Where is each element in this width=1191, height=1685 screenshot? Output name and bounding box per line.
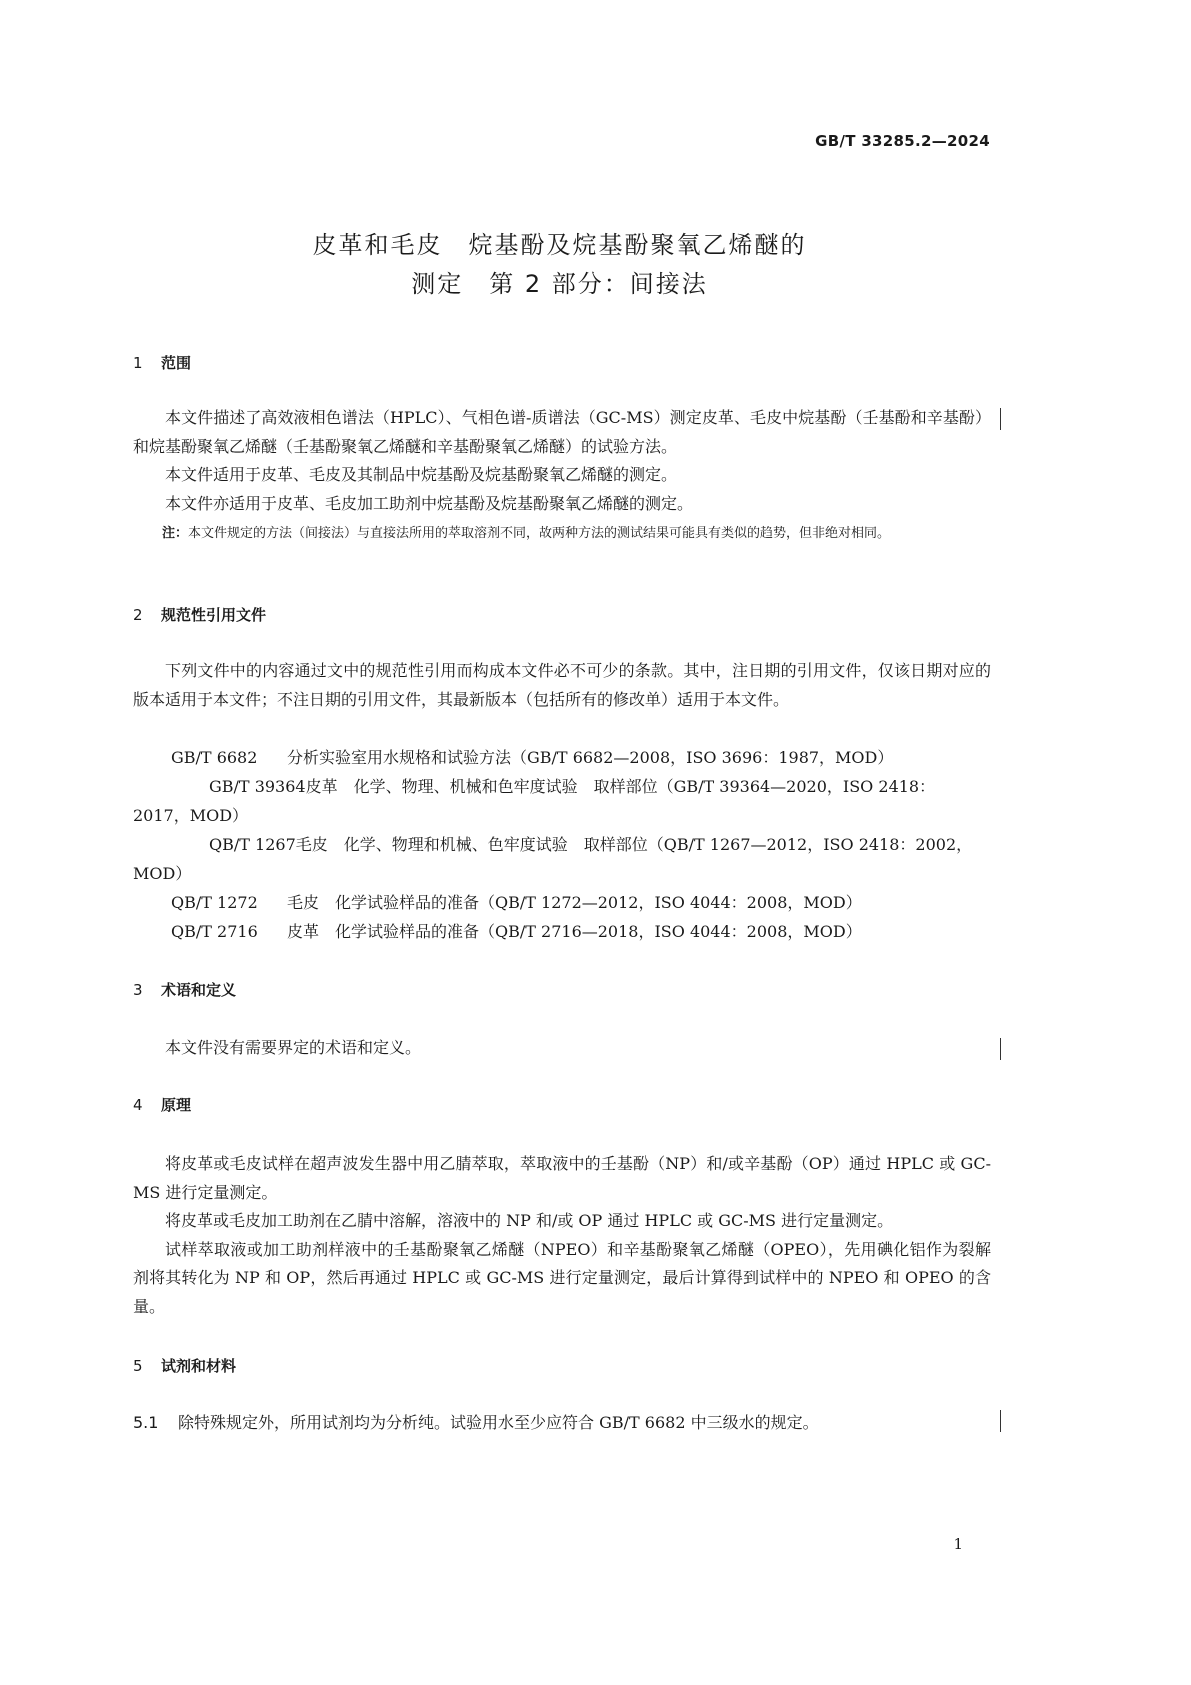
reference-code: QB/T 1272 <box>171 893 258 912</box>
section-number: 1 <box>133 354 143 372</box>
reference-item <box>133 888 991 917</box>
document-title-line-1: 皮革和毛皮 烷基酚及烷基酚聚氧乙烯醚的 <box>312 231 807 259</box>
section-title: 原理 <box>161 1096 192 1114</box>
paragraph: 本文件适用于皮革、毛皮及其制品中烷基酚及烷基酚聚氧乙烯醚的测定。 <box>165 465 678 484</box>
section-3-body <box>133 1034 991 1063</box>
reference-title: 皮革 化学试验样品的准备（QB/T 2716—2018，ISO 4044：2008，MOD） <box>287 922 862 941</box>
change-bar <box>1000 1410 1001 1432</box>
paragraph: 将皮革或毛皮加工助剂在乙腈中溶解，溶液中的 NP 和/或 OP 通过 HPLC 或 GC-MS 进行定量测定。 <box>165 1211 894 1230</box>
reference-item <box>133 830 991 888</box>
subclause-5-1 <box>133 1409 991 1438</box>
paragraph: 下列文件中的内容通过文中的规范性引用而构成本文件必不可少的条款。其中，注日期的引用文件，仅该日期对应的版本适用于本文件；不注日期的引用文件，其最新版本（包括所有的修改单）适用于本文件。 <box>133 661 991 709</box>
standard-number: GB/T 33285.2—2024 <box>815 132 990 150</box>
section-number: 5 <box>133 1357 143 1375</box>
paragraph: 本文件描述了高效液相色谱法（HPLC）、气相色谱-质谱法（GC-MS）测定皮革、毛皮中烷基酚（壬基酚和辛基酚）和烷基酚聚氧乙烯醚（壬基酚聚氧乙烯醚和辛基酚聚氧乙烯醚）的试验方法。 <box>133 408 991 456</box>
section-number: 3 <box>133 981 143 999</box>
paragraph: 将皮革或毛皮试样在超声波发生器中用乙腈萃取，萃取液中的壬基酚（NP）和/或辛基酚（OP）通过 HPLC 或 GC-MS 进行定量测定。 <box>133 1154 991 1202</box>
normative-reference-list <box>133 743 991 946</box>
section-4-heading <box>133 1094 191 1115</box>
section-title: 范围 <box>161 354 192 372</box>
reference-code: QB/T 2716 <box>171 922 258 941</box>
reference-code: GB/T 6682 <box>171 748 258 767</box>
section-number: 4 <box>133 1096 143 1114</box>
section-4-body <box>133 1150 991 1321</box>
section-1-note <box>162 522 992 546</box>
note-text: 本文件规定的方法（间接法）与直接法所用的萃取溶剂不同，故两种方法的测试结果可能具有类似的趋势，但非绝对相同。 <box>188 526 891 541</box>
page-number: 1 <box>953 1535 963 1553</box>
reference-title: 毛皮 化学、物理和机械、色牢度试验 取样部位（QB/T 1267—2012，ISO 2418：2002，MOD） <box>133 835 973 883</box>
subclause-text: 除特殊规定外，所用试剂均为分析纯。试验用水至少应符合 GB/T 6682 中三级水的规定。 <box>178 1413 819 1432</box>
change-bar <box>1000 408 1001 430</box>
reference-title: 毛皮 化学试验样品的准备（QB/T 1272—2012，ISO 4044：2008，MOD） <box>287 893 862 912</box>
section-1-heading <box>133 352 191 373</box>
section-title: 规范性引用文件 <box>161 606 267 624</box>
change-bar <box>1000 1038 1001 1060</box>
section-title: 术语和定义 <box>161 981 237 999</box>
note-label: 注： <box>162 526 189 541</box>
paragraph: 本文件没有需要界定的术语和定义。 <box>165 1038 422 1057</box>
reference-title: 分析实验室用水规格和试验方法（GB/T 6682—2008，ISO 3696：1987，MOD） <box>287 748 894 767</box>
paragraph: 试样萃取液或加工助剂样液中的壬基酚聚氧乙烯醚（NPEO）和辛基酚聚氧乙烯醚（OPEO），先用碘化铝作为裂解剂将其转化为 NP 和 OP，然后再通过 HPLC 或 GC-MS 进行定量测定，最后计算得到试样中的 NPEO 和 OPEO 的含量。 <box>133 1239 991 1316</box>
document-title-line-2: 测定 第 2 部分：间接法 <box>411 270 708 298</box>
section-number: 2 <box>133 606 143 624</box>
section-2-heading <box>133 604 266 625</box>
reference-code: GB/T 39364 <box>209 777 306 796</box>
section-1-body <box>133 404 991 518</box>
reference-code: QB/T 1267 <box>209 835 296 854</box>
reference-item <box>133 917 991 946</box>
section-title: 试剂和材料 <box>161 1357 237 1375</box>
subclause-number: 5.1 <box>133 1413 159 1432</box>
section-3-heading <box>133 979 236 1000</box>
reference-item <box>133 772 991 830</box>
paragraph: 本文件亦适用于皮革、毛皮加工助剂中烷基酚及烷基酚聚氧乙烯醚的测定。 <box>165 493 694 513</box>
reference-title: 皮革 化学、物理、机械和色牢度试验 取样部位（GB/T 39364—2020，ISO 2418：2017，MOD） <box>133 777 936 825</box>
section-2-intro <box>133 657 991 714</box>
reference-item <box>133 743 991 772</box>
section-5-heading <box>133 1355 236 1376</box>
